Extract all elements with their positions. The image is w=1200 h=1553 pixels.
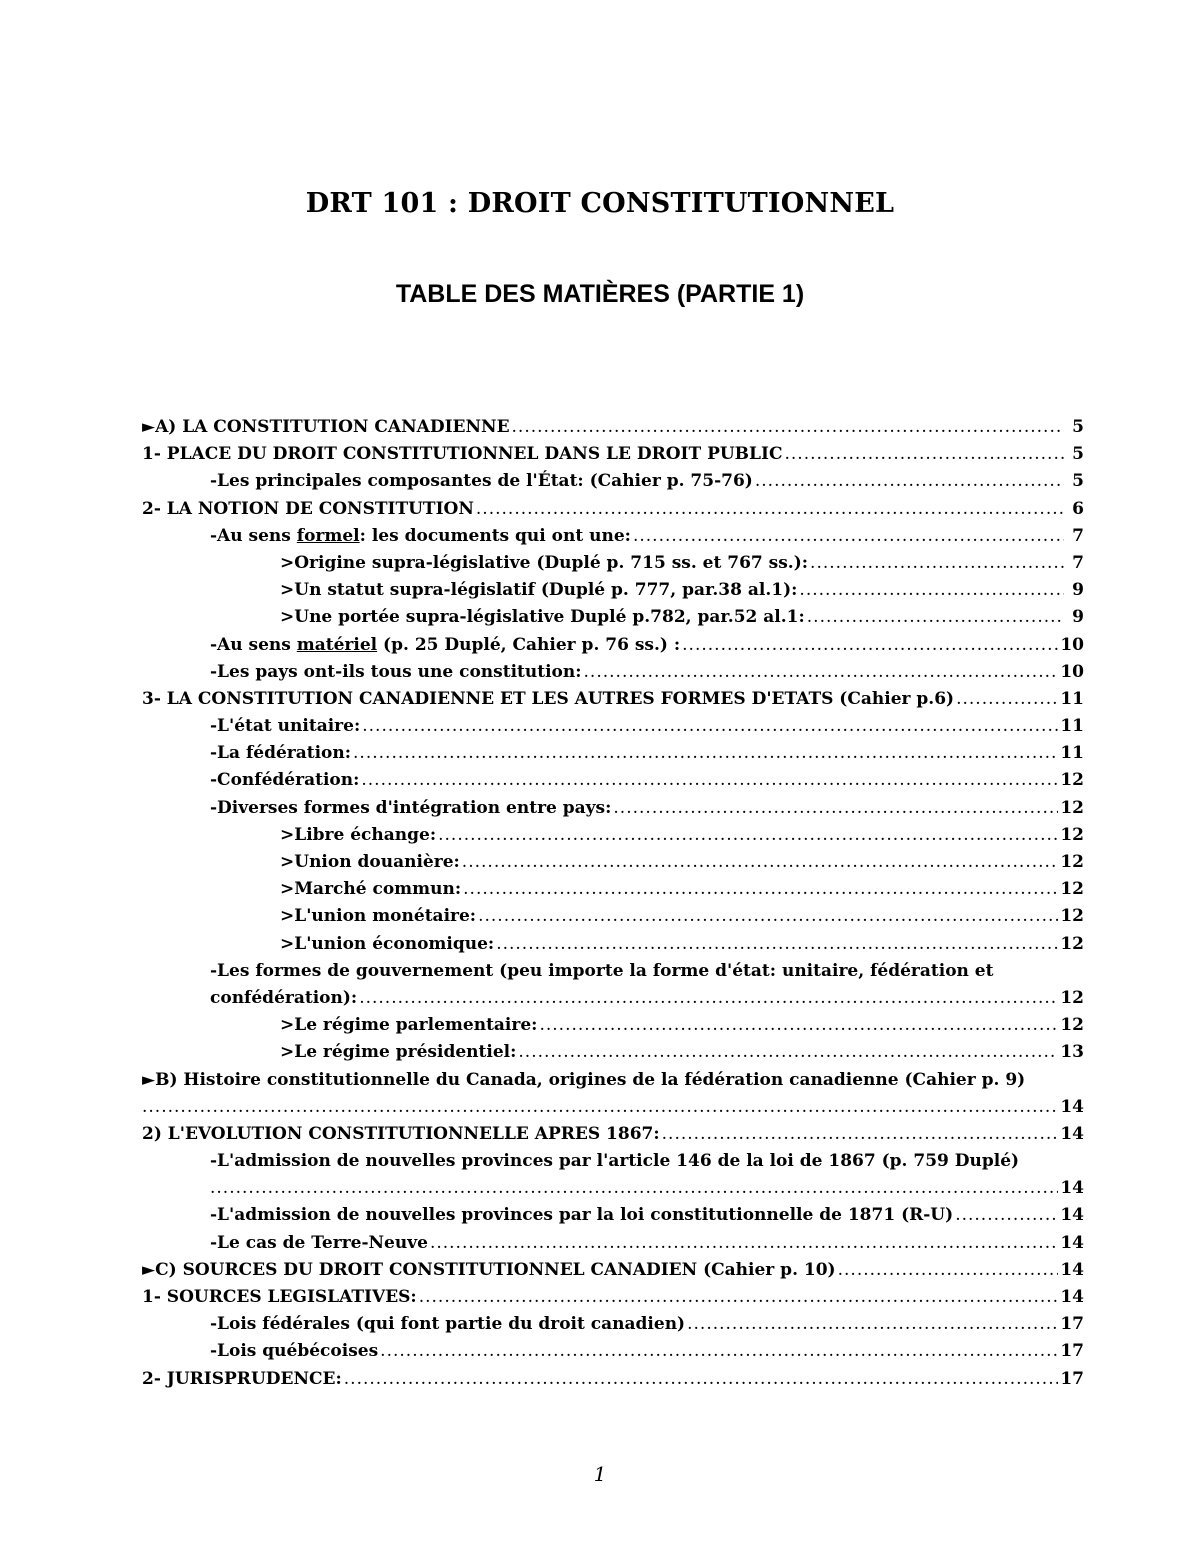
toc-page-number: 13 (1060, 1042, 1084, 1063)
toc-entry-text: -Les formes de gouvernement (peu importe la forme d'état: unitaire, fédération et (210, 960, 994, 981)
dot-leader (353, 740, 1058, 767)
dot-leader (462, 849, 1059, 876)
toc-entry-text: 3- LA CONSTITUTION CANADIENNE ET LES AUTRES FORMES D'ETATS (Cahier p.6) (142, 688, 955, 709)
toc-entry-text: -Le cas de Terre-Neuve (210, 1232, 428, 1253)
dot-leader (784, 441, 1064, 468)
dot-leader (430, 1230, 1058, 1257)
toc-entry[interactable] (142, 1230, 1084, 1257)
toc-heading: TABLE DES MATIÈRES (PARTIE 1) (395, 280, 805, 308)
toc-entry[interactable] (142, 468, 1084, 495)
toc-entry-text: >Origine supra-législative (Duplé p. 715 ss. et 767 ss.): (280, 552, 809, 573)
toc-entry[interactable] (142, 903, 1084, 930)
dot-leader (662, 1121, 1059, 1148)
dot-leader (438, 822, 1058, 849)
dot-leader (838, 1257, 1059, 1284)
toc-page-number: 14 (1060, 1205, 1084, 1226)
toc-entry[interactable] (142, 686, 1084, 713)
dot-leader (476, 496, 1064, 523)
toc-entry[interactable] (142, 958, 1084, 985)
toc-page-number: 14 (1060, 1259, 1084, 1280)
toc-page-number: 17 (1060, 1314, 1084, 1335)
toc-entry-text: >Une portée supra-législative Duplé p.782, par.52 al.1: (280, 607, 805, 628)
toc-entry[interactable] (142, 550, 1084, 577)
toc-entry-text: ►C) SOURCES DU DROIT CONSTITUTIONNEL CANADIEN (Cahier p. 10) (142, 1259, 836, 1280)
dot-leader (512, 414, 1064, 441)
toc-entry[interactable] (142, 1039, 1084, 1066)
toc-entry-text: confédération): (210, 987, 358, 1008)
toc-entry-continuation[interactable] (142, 985, 1084, 1012)
dot-leader (613, 795, 1058, 822)
toc-page-number: 12 (1060, 1015, 1084, 1036)
toc-entry[interactable] (142, 441, 1084, 468)
toc-entry[interactable] (142, 822, 1084, 849)
toc-page-number: 14 (1060, 1123, 1084, 1144)
toc-entry[interactable] (142, 577, 1084, 604)
toc-page-number: 12 (1060, 852, 1084, 872)
toc-entry-underlined-word: matériel (296, 634, 378, 655)
toc-entry[interactable] (142, 659, 1084, 686)
dot-leader (463, 876, 1058, 903)
dot-leader (380, 1338, 1058, 1365)
toc-entry-text: 1- PLACE DU DROIT CONSTITUTIONNEL DANS LE DROIT PUBLIC (142, 444, 783, 465)
toc-page-number: 14 (1060, 1232, 1084, 1253)
toc-entry-text: ►B) Histoire constitutionnelle du Canada, origines de la fédération canadienne (Cahier p. 9) (142, 1069, 1026, 1090)
toc-entry-text-prefix: -Au sens (210, 525, 297, 546)
dot-leader (810, 550, 1064, 577)
toc-page-number: 12 (1060, 824, 1084, 845)
toc-entry[interactable] (142, 1067, 1084, 1094)
toc-entry[interactable] (142, 496, 1084, 523)
toc-entry-text: 2- JURISPRUDENCE: (142, 1368, 342, 1389)
toc-page-number: 12 (1060, 797, 1084, 818)
toc-entry-text: -L'admission de nouvelles provinces par l'article 146 de la loi de 1867 (p. 759 Duplé) (210, 1151, 1020, 1172)
toc-entry-text: -L'état unitaire: (210, 716, 361, 737)
toc-entry-continuation[interactable] (142, 1175, 1084, 1202)
toc-entry-text: 2- LA NOTION DE CONSTITUTION (142, 498, 474, 519)
dot-leader (344, 1366, 1059, 1393)
toc-page-number: 11 (1060, 743, 1084, 764)
dot-leader (799, 577, 1064, 604)
toc-entry[interactable] (142, 767, 1084, 794)
toc-entry-underlined-word: formel (296, 525, 360, 546)
toc-entry-text: >L'union économique: (280, 933, 495, 954)
toc-entry-text-suffix: (p. 25 Duplé, Cahier p. 76 ss.) : (377, 634, 681, 655)
toc-entry[interactable] (142, 1148, 1084, 1175)
toc-entry-text: -Lois fédérales (qui font partie du droit canadien) (210, 1314, 686, 1335)
toc-entry-text-prefix: -Au sens (210, 634, 297, 655)
dot-leader (359, 985, 1058, 1012)
toc-page-number: 11 (1060, 688, 1084, 709)
toc-entry[interactable] (142, 1338, 1084, 1365)
toc-entry[interactable] (142, 931, 1084, 958)
page-number: 1 (593, 1462, 607, 1486)
toc-page-number: 12 (1060, 987, 1084, 1008)
toc-entry-text: -Les principales composantes de l'État: (Cahier p. 75-76) (210, 471, 753, 492)
dot-leader (687, 1311, 1058, 1338)
toc-entry-text: -Confédération: (210, 770, 360, 791)
toc-entry[interactable] (142, 1366, 1084, 1393)
dot-leader (362, 713, 1058, 740)
dot-leader (478, 903, 1058, 930)
toc-page-number: 5 (1072, 471, 1084, 492)
toc-page-number: 12 (1060, 906, 1084, 927)
toc-entry-text: >Libre échange: (280, 824, 437, 845)
toc-entry-continuation[interactable] (142, 1094, 1084, 1121)
toc-entry[interactable] (142, 1257, 1084, 1284)
toc-entry[interactable] (142, 740, 1084, 767)
dot-leader (955, 1202, 1058, 1229)
toc-entry[interactable] (142, 795, 1084, 822)
toc-entry-text: >Marché commun: (280, 879, 462, 900)
toc-entry-text: >Union douanière: (280, 852, 460, 872)
toc-page-number: 14 (1060, 1287, 1084, 1307)
toc-page-number: 12 (1060, 879, 1084, 900)
toc-entry-text: -La fédération: (210, 743, 352, 764)
toc-entry[interactable] (142, 713, 1084, 740)
dot-leader (633, 523, 1064, 550)
toc-entry[interactable] (142, 604, 1084, 631)
toc-entry[interactable] (142, 632, 1084, 659)
toc-entry-text-suffix: : les documents qui ont une: (359, 525, 631, 546)
toc-entry-text: -Les pays ont-ils tous une constitution: (210, 661, 582, 682)
toc-entry-text (210, 523, 631, 550)
toc-entry-text: -L'admission de nouvelles provinces par la loi constitutionnelle de 1871 (R-U) (210, 1205, 954, 1226)
toc-entry-text: 1- SOURCES LEGISLATIVES: (142, 1287, 417, 1307)
dot-leader (496, 931, 1058, 958)
toc-page-number: 14 (1060, 1096, 1084, 1117)
toc-entry[interactable] (142, 1284, 1084, 1311)
dot-leader (956, 686, 1058, 713)
toc-page-number: 5 (1072, 417, 1084, 437)
toc-entry[interactable] (142, 1012, 1084, 1039)
document-title: DRT 101 : DROIT CONSTITUTIONNEL (305, 188, 895, 219)
toc-entry-text: 2) L'EVOLUTION CONSTITUTIONNELLE APRES 1867: (142, 1123, 660, 1144)
toc-entry[interactable] (142, 1311, 1084, 1338)
toc-page-number: 7 (1072, 525, 1084, 546)
toc-entry[interactable] (142, 414, 1084, 441)
toc-entry-text: ►A) LA CONSTITUTION CANADIENNE (142, 417, 510, 437)
toc-entry-text: -Lois québécoises (210, 1341, 379, 1362)
dot-leader (807, 604, 1064, 631)
toc-page-number: 6 (1072, 498, 1084, 519)
toc-page-number: 5 (1072, 444, 1084, 465)
toc-page-number: 17 (1060, 1368, 1084, 1389)
toc-entry[interactable] (142, 1202, 1084, 1229)
toc-page-number: 9 (1072, 607, 1084, 628)
table-of-contents (142, 414, 1084, 1393)
dot-leader (142, 1094, 1058, 1121)
toc-page-number: 12 (1060, 933, 1084, 954)
dot-leader (210, 1175, 1058, 1202)
toc-page-number: 17 (1060, 1341, 1084, 1362)
toc-page-number: 10 (1060, 661, 1084, 682)
dot-leader (682, 632, 1058, 659)
toc-page-number: 14 (1060, 1178, 1084, 1199)
toc-entry-text: >Le régime présidentiel: (280, 1042, 517, 1063)
toc-page-number: 12 (1060, 770, 1084, 791)
toc-entry-text: -Diverses formes d'intégration entre pays: (210, 797, 612, 818)
toc-entry[interactable] (142, 849, 1084, 876)
toc-page-number: 10 (1060, 634, 1084, 655)
toc-page-number: 7 (1072, 552, 1084, 573)
dot-leader (755, 468, 1064, 495)
dot-leader (539, 1012, 1058, 1039)
toc-entry-text: >Un statut supra-législatif (Duplé p. 777, par.38 al.1): (280, 580, 798, 601)
toc-entry-text (210, 632, 680, 659)
dot-leader (361, 767, 1058, 794)
toc-page-number: 9 (1072, 580, 1084, 601)
toc-entry-text: >Le régime parlementaire: (280, 1015, 538, 1036)
dot-leader (419, 1284, 1059, 1311)
toc-entry-text: >L'union monétaire: (280, 906, 477, 927)
toc-entry[interactable] (142, 523, 1084, 550)
toc-page-number: 11 (1060, 716, 1084, 737)
toc-entry[interactable] (142, 876, 1084, 903)
dot-leader (518, 1039, 1058, 1066)
toc-entry[interactable] (142, 1121, 1084, 1148)
dot-leader (584, 659, 1059, 686)
